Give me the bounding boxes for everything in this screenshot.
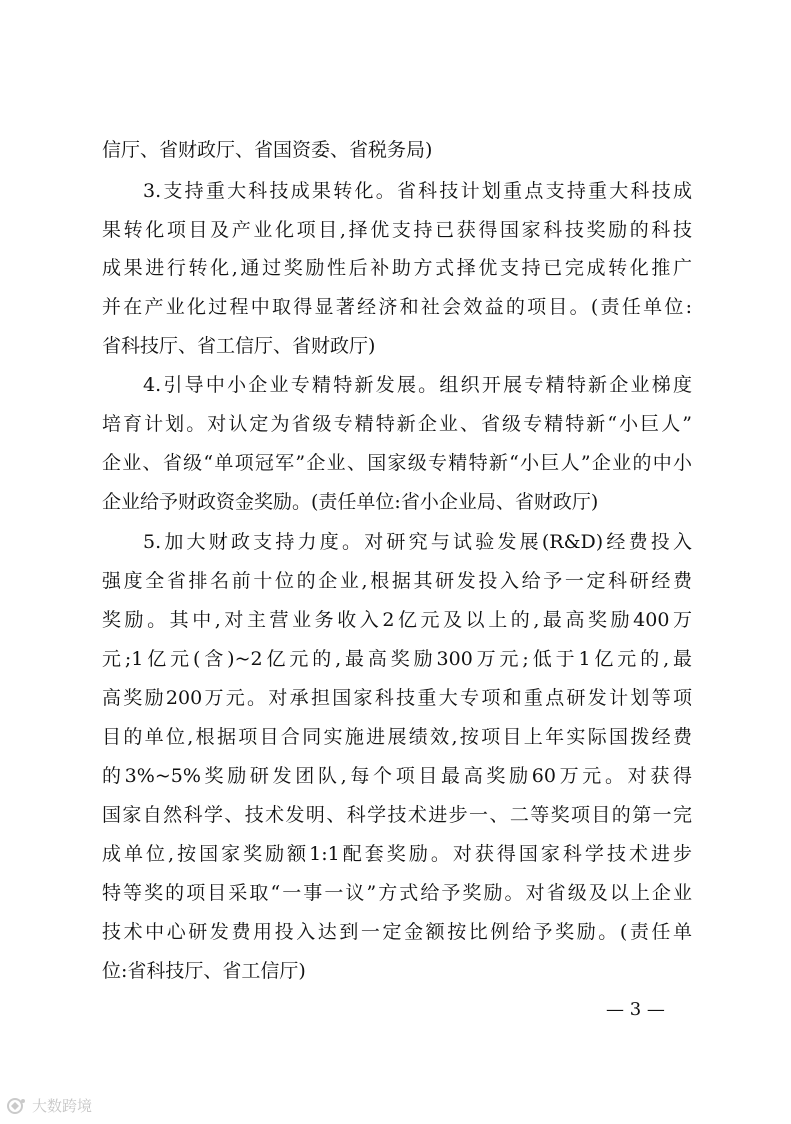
watermark-text: 大数跨境 — [32, 1097, 93, 1115]
text-line-12: 强度全省排名前十位的企业,根据其研发投入给予一定科研经费 — [102, 570, 692, 592]
text-line-7: 4.引导中小企业专精特新发展。组织开展专精特新企业梯度 — [143, 374, 692, 396]
text-line-9: 企业、省级“单项冠军”企业、国家级专精特新“小巨人”企业的中小 — [102, 452, 692, 474]
text-line-1: 信厅、省财政厅、省国资委、省税务局) — [102, 139, 433, 161]
text-line-18: 国家自然科学、技术发明、科学技术进步一、二等奖项目的第一完 — [102, 804, 692, 826]
text-line-2: 3.支持重大科技成果转化。省科技计划重点支持重大科技成 — [143, 180, 692, 202]
text-line-4: 成果进行转化,通过奖励性后补助方式择优支持已完成转化推广 — [102, 257, 692, 279]
text-line-22: 位:省科技厅、省工信厅) — [102, 960, 306, 982]
watermark — [6, 1095, 92, 1116]
text-line-21: 技术中心研发费用投入达到一定金额按比例给予奖励。(责任单 — [102, 921, 692, 943]
text-line-10: 企业给予财政资金奖励。(责任单位:省小企业局、省财政厅) — [102, 491, 599, 513]
text-line-15: 高奖励200万元。对承担国家科技重大专项和重点研发计划等项 — [102, 687, 692, 709]
text-line-5: 并在产业化过程中取得显著经济和社会效益的项目。(责任单位: — [102, 296, 692, 318]
text-line-11: 5.加大财政支持力度。对研究与试验发展(R&D)经费投入 — [143, 531, 692, 553]
text-line-6: 省科技厅、省工信厅、省财政厅) — [102, 335, 376, 357]
text-line-3: 果转化项目及产业化项目,择优支持已获得国家科技奖励的科技 — [102, 219, 692, 241]
text-line-8: 培育计划。对认定为省级专精特新企业、省级专精特新“小巨人” — [102, 413, 692, 435]
text-line-19: 成单位,按国家奖励额1:1配套奖励。对获得国家科学技术进步 — [102, 843, 692, 865]
watermark-logo-icon — [6, 1097, 28, 1115]
text-line-14: 元;1亿元(含)~2亿元的,最高奖励300万元;低于1亿元的,最 — [102, 648, 692, 670]
text-line-13: 奖励。其中,对主营业务收入2亿元及以上的,最高奖励400万 — [102, 609, 692, 631]
page-number: — 3 — — [606, 999, 665, 1020]
text-line-16: 目的单位,根据项目合同实施进展绩效,按项目上年实际国拨经费 — [102, 726, 692, 748]
text-line-20: 特等奖的项目采取“一事一议”方式给予奖励。对省级及以上企业 — [102, 882, 692, 904]
text-line-17: 的3%~5%奖励研发团队,每个项目最高奖励60万元。对获得 — [102, 765, 692, 787]
